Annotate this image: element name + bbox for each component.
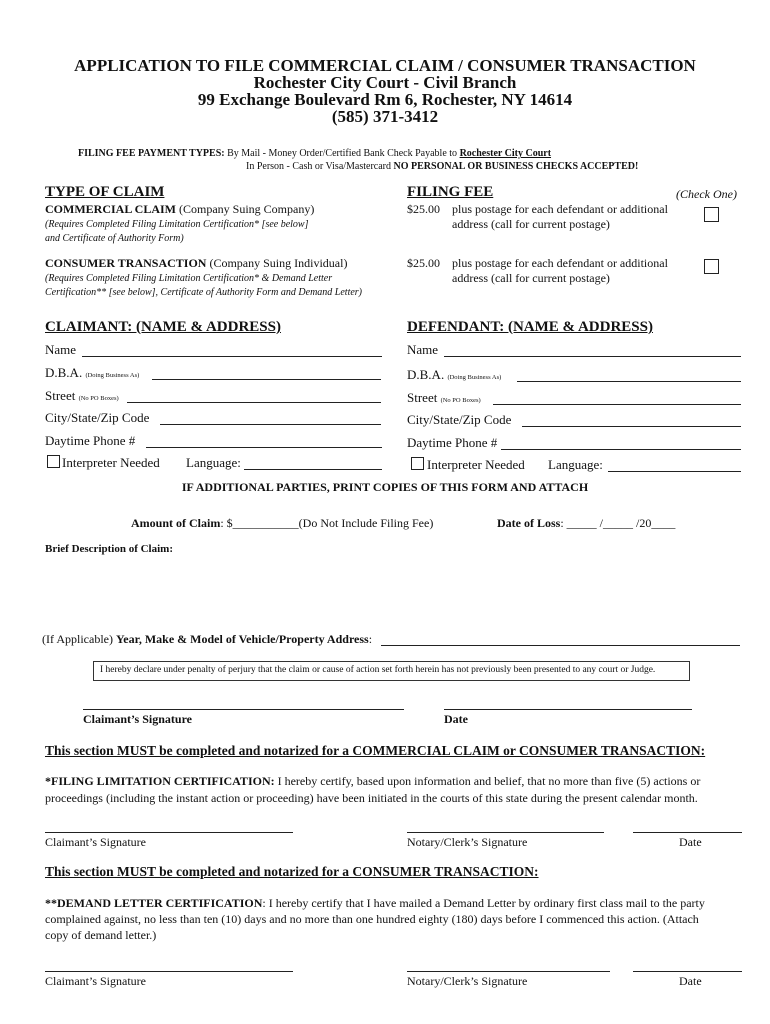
consumer-claimant-sig-line[interactable] [45,971,293,972]
claimant-language-label: Language: [186,455,241,470]
claimant-phone-label: Daytime Phone # [45,433,136,448]
claimant-street-label-wrap [45,388,119,404]
vehicle-address-field[interactable] [381,645,740,646]
claimant-phone-field[interactable] [146,447,382,448]
defendant-language-label: Language: [548,457,603,472]
claimant-street-field[interactable] [127,402,381,403]
court-address: 99 Exchange Boulevard Rm 6, Rochester, NY 14614 [197,90,573,109]
filing-limitation-line1 [45,774,700,789]
consumer-notary-sig-line[interactable] [407,971,610,972]
brief-description-area[interactable] [45,560,742,622]
claimant-signature-label: Claimant’s Signature [83,712,193,726]
date-of-loss-label: Date of Loss [497,516,561,530]
commercial-section-heading: This section MUST be completed and notarized for a COMMERCIAL CLAIM or CONSUMER TRANSACTION: [45,743,706,758]
demand-letter-text2: complained against, no less than ten (10) days and no more than one hundred eighty (180) days before I commenced this action. (Attach [45,912,699,926]
defendant-phone-field[interactable] [501,449,741,450]
claimant-name-field[interactable] [82,356,382,357]
amount-of-claim-label: Amount of Claim [131,516,221,530]
vehicle-prefix: (If Applicable) [42,632,113,646]
commercial-claim-req1: (Requires Completed Filing Limitation Certification* [see below] [45,219,309,230]
consumer-transaction-subtitle: (Company Suing Individual) [209,256,348,270]
commercial-claim-req2: and Certificate of Authority Form) [45,233,184,244]
defendant-language-field[interactable] [608,471,741,472]
consumer-transaction-title: CONSUMER TRANSACTION [45,256,207,270]
claimant-dba-label-wrap [45,365,139,381]
defendant-street-note: (No PO Boxes) [440,397,481,404]
defendant-dba-label-wrap [407,367,501,383]
perjury-declaration-box [93,661,690,681]
consumer-transaction-title-line [45,256,347,271]
fee-payment-in-person: In Person - Cash or Visa/Mastercard [246,161,392,172]
defendant-name-label: Name [407,342,439,357]
fee-payment-line1 [78,148,551,159]
amount-of-claim-line [131,516,433,531]
claimant-signature-line[interactable] [83,709,404,710]
filing-limitation-label: *FILING LIMITATION CERTIFICATION: [45,774,275,788]
date-of-loss-line [497,516,675,531]
defendant-dba-note: (Doing Business As) [447,374,502,381]
defendant-name-field[interactable] [444,356,741,357]
defendant-interpreter-label: Interpreter Needed [427,457,525,472]
fee-payment-label: FILING FEE PAYMENT TYPES: [78,148,225,159]
commercial-claimant-sig-label: Claimant’s Signature [45,835,146,849]
court-phone: (585) 371-3412 [331,107,439,126]
claimant-name-label: Name [45,342,77,357]
defendant-city-field[interactable] [522,426,741,427]
consumer-fee-desc2: address (call for current postage) [452,271,610,285]
demand-letter-text1: : I hereby certify that I have mailed a Demand Letter by ordinary first class mail to the party [262,896,705,910]
commercial-fee-desc2: address (call for current postage) [452,217,610,231]
consumer-transaction-req1: (Requires Completed Filing Limitation Certification* & Demand Letter [45,273,333,284]
commercial-fee-desc1: plus postage for each defendant or additional [452,202,668,216]
claimant-street-note: (No PO Boxes) [78,395,119,402]
date-of-loss-field[interactable]: : _____ /_____ /20____ [560,516,676,530]
filing-limitation-text1: I hereby certify, based upon information and belief, that no more than five (5) actions or [277,774,701,788]
claimant-heading: CLAIMANT: (NAME & ADDRESS) [45,319,281,335]
consumer-transaction-checkbox[interactable] [704,259,719,274]
defendant-street-label: Street [407,390,438,405]
claimant-city-field[interactable] [160,424,381,425]
defendant-street-label-wrap [407,390,481,406]
claimant-dba-note: (Doing Business As) [85,372,140,379]
commercial-date-label: Date [679,835,702,849]
claimant-language-field[interactable] [244,469,382,470]
consumer-date-line[interactable] [633,971,742,972]
commercial-notary-sig-label: Notary/Clerk’s Signature [407,835,528,849]
perjury-declaration-text: I hereby declare under penalty of perjury that the claim or cause of action set forth herein has not previously been presented to any court or Judge. [100,665,656,675]
vehicle-colon: : [368,632,373,646]
commercial-fee: $25.00 [407,202,440,216]
claimant-street-label: Street [45,388,76,403]
claimant-city-label: City/State/Zip Code [45,410,150,425]
consumer-fee-desc1: plus postage for each defendant or additional [452,256,668,270]
claimant-interpreter-label: Interpreter Needed [62,455,160,470]
amount-of-claim-field[interactable]: : $___________(Do Not Include Filing Fee) [220,516,434,530]
fee-payment-mail: By Mail - Money Order/Certified Bank Check Payable to [227,148,458,159]
fee-payment-no-checks: NO PERSONAL OR BUSINESS CHECKS ACCEPTED! [393,161,639,172]
demand-letter-text3: copy of demand letter.) [45,928,157,942]
defendant-interpreter-checkbox[interactable] [411,457,424,470]
consumer-transaction-req2: Certification** [see below], Certificate of Authority Form and Demand Letter) [45,287,363,298]
demand-letter-label: **DEMAND LETTER CERTIFICATION [45,896,263,910]
signature-date-label: Date [444,712,468,726]
commercial-claim-checkbox[interactable] [704,207,719,222]
commercial-date-line[interactable] [633,832,742,833]
consumer-section-heading: This section MUST be completed and notarized for a CONSUMER TRANSACTION: [45,864,539,879]
fee-payment-line2 [246,161,638,172]
defendant-street-field[interactable] [493,404,741,405]
court-name: Rochester City Court - Civil Branch [253,73,517,92]
signature-date-line[interactable] [444,709,692,710]
claimant-dba-field[interactable] [152,379,381,380]
additional-parties-note: IF ADDITIONAL PARTIES, PRINT COPIES OF THIS FORM AND ATTACH [181,480,589,494]
claimant-interpreter-checkbox[interactable] [47,455,60,468]
claimant-dba-label: D.B.A. [45,365,83,380]
commercial-claim-title-line [45,202,314,217]
defendant-phone-label: Daytime Phone # [407,435,498,450]
defendant-dba-label: D.B.A. [407,367,445,382]
consumer-fee: $25.00 [407,256,440,270]
commercial-claimant-sig-line[interactable] [45,832,293,833]
consumer-claimant-sig-label: Claimant’s Signature [45,974,146,988]
defendant-city-label: City/State/Zip Code [407,412,512,427]
filing-fee-heading: FILING FEE [407,184,494,200]
demand-letter-line1 [45,896,705,911]
form-title: APPLICATION TO FILE COMMERCIAL CLAIM / CONSUMER TRANSACTION [74,56,696,75]
filing-limitation-text2: proceedings (including the instant action or proceeding) have been initiated in the courts of this state during the present calendar month. [45,791,698,805]
vehicle-label: Year, Make & Model of Vehicle/Property Address [115,632,369,646]
consumer-date-label: Date [679,974,702,988]
fee-payment-payee: Rochester City Court [459,148,552,159]
commercial-notary-sig-line[interactable] [407,832,604,833]
defendant-heading: DEFENDANT: (NAME & ADDRESS) [407,319,653,335]
vehicle-line [42,632,372,647]
type-of-claim-heading: TYPE OF CLAIM [45,184,165,200]
commercial-claim-title: COMMERCIAL CLAIM [45,202,176,216]
consumer-notary-sig-label: Notary/Clerk’s Signature [407,974,528,988]
commercial-claim-subtitle: (Company Suing Company) [179,202,315,216]
brief-description-label: Brief Description of Claim: [45,543,173,555]
check-one-note: (Check One) [676,187,737,201]
defendant-dba-field[interactable] [517,381,741,382]
